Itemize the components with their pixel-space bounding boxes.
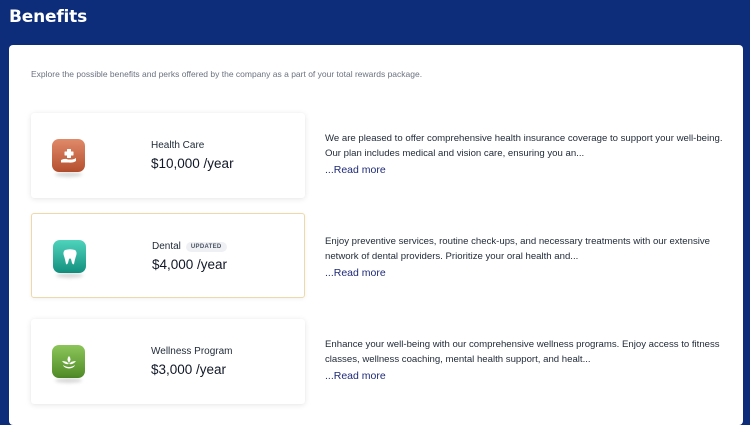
- tooth-icon: [53, 240, 86, 273]
- benefit-description: We are pleased to offer comprehensive health insurance coverage to support your well-being. Our plan includes medical and vision care, ensuring you an...: [325, 133, 723, 159]
- benefit-name: Dental UPDATED: [152, 241, 227, 252]
- benefit-description: Enjoy preventive services, routine check-ups, and necessary treatments with our extensive network of dental providers. Prioritize your oral health and...: [325, 236, 711, 262]
- page-header: [0, 0, 750, 44]
- read-more-link-dental[interactable]: ...Read more: [325, 267, 386, 279]
- read-more-link-health-care[interactable]: ...Read more: [325, 164, 386, 176]
- intro-text: Explore the possible benefits and perks offered by the company as a part of your total rewards package.: [31, 69, 423, 79]
- benefit-card-wellness-program[interactable]: [31, 319, 305, 404]
- benefit-card-health-care[interactable]: [31, 113, 305, 198]
- benefit-amount: $3,000 /year: [151, 362, 227, 377]
- lotus-icon: [52, 345, 85, 378]
- read-more-link-wellness-program[interactable]: ...Read more: [325, 370, 386, 382]
- benefit-name: Wellness Program: [151, 346, 233, 357]
- benefits-panel: [9, 45, 743, 425]
- benefit-description: Enhance your well-being with our comprehensive wellness programs. Enjoy access to fitness classes, wellness coaching, mental health support, and healt...: [325, 339, 720, 365]
- benefit-amount: $10,000 /year: [151, 156, 234, 171]
- updated-badge: UPDATED: [186, 242, 227, 252]
- health-hand-icon: [52, 139, 85, 172]
- page-title: Benefits: [9, 7, 87, 27]
- benefit-card-dental[interactable]: [31, 213, 305, 298]
- benefit-name: Health Care: [151, 140, 205, 151]
- benefit-amount: $4,000 /year: [152, 257, 228, 272]
